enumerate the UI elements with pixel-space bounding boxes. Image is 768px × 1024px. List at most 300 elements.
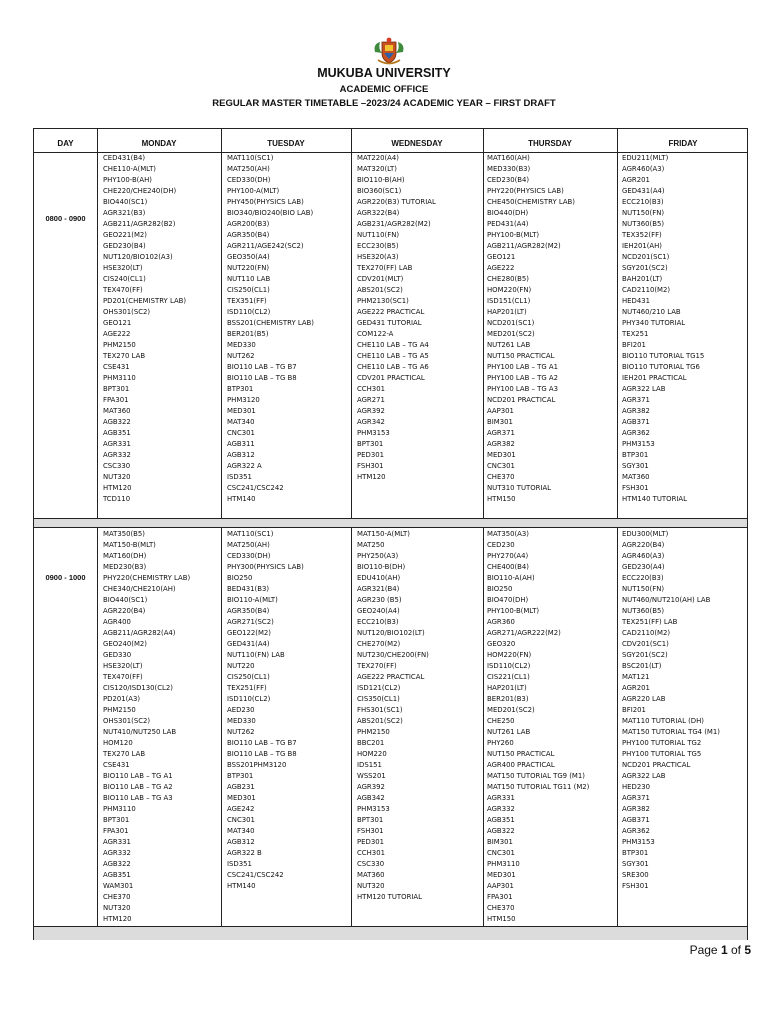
course-entry: SGY301 [622,860,649,868]
course-entry: CHE110 LAB – TG A6 [357,363,429,371]
course-entry: SGY301 [622,462,649,470]
course-entry: CHE110 LAB – TG A4 [357,341,429,349]
course-entry: BER201(B3) [487,695,529,703]
course-entry: ISD121(CL2) [357,684,401,692]
course-entry: AGR460(A3) [622,552,665,560]
course-entry: BFI201 [622,706,646,714]
column-header-day: DAY [57,139,74,148]
course-entry: PHY100 TUTORIAL TG5 [622,750,702,758]
course-entry: CHE220/CHE240(DH) [103,187,177,195]
course-entry: NUT220 [227,662,255,670]
course-entry: HTM120 [357,473,386,481]
course-entry: PHY100 LAB – TG A3 [487,385,558,393]
course-entry: AGR400 PRACTICAL [487,761,555,769]
course-entry: AGB351 [103,871,131,879]
course-entry: MED201(SC2) [487,330,535,338]
course-entry: NUT220(FN) [227,264,270,272]
course-entry: CIS120/ISD130(CL2) [103,684,173,692]
course-entry: AGR392 [357,407,385,415]
course-entry: MED301 [487,451,516,459]
page-middle: of [727,943,745,957]
course-entry: MAT340 [227,418,255,426]
course-entry: AGR211/AGE242(SC2) [227,242,304,250]
course-entry: AED230 [227,706,255,714]
course-entry: FSH301 [622,882,649,890]
course-entry: CED230(B4) [487,176,530,184]
course-entry: HAP201(LT) [487,308,527,316]
course-entry: IDS151 [357,761,382,769]
course-entry: FPA301 [487,893,513,901]
course-entry: HTM140 TUTORIAL [622,495,687,503]
course-entry: AGR382 [487,440,515,448]
course-entry: HAP201(LT) [487,684,527,692]
column-header-monday: MONDAY [141,139,177,148]
course-entry: PHY100-A(MLT) [227,187,280,195]
course-entry: MED301 [487,871,516,879]
row-divider [34,527,747,528]
course-list-wednesday [357,529,429,903]
course-entry: GED230(B4) [103,242,146,250]
course-entry: BIM301 [487,418,513,426]
row-separator-band [34,518,747,527]
course-entry: AGE242 [227,805,255,813]
course-entry: PHY220(CHEMISTRY LAB) [103,574,191,582]
course-list-monday [103,153,186,505]
course-entry: AGR332 [103,451,131,459]
course-entry: AGR331 [487,794,515,802]
course-entry: MAT360 [357,871,385,879]
course-entry: GEO121 [487,253,516,261]
course-entry: BSS201(CHEMISTRY LAB) [227,319,314,327]
course-entry: CHE280(B5) [487,275,529,283]
course-entry: IEH201 PRACTICAL [622,374,687,382]
course-entry: EDU211(MLT) [622,154,669,162]
course-entry: BIM301 [487,838,513,846]
course-entry: PHM2130(SC1) [357,297,409,305]
course-entry: AGR322 LAB [622,385,666,393]
course-entry: BIO110 LAB – TG A3 [103,794,173,802]
column-header-tuesday: TUESDAY [267,139,305,148]
course-entry: FSH301 [357,827,384,835]
course-entry: TCD110 [103,495,131,503]
course-entry: HTM140 [227,495,256,503]
course-entry: MED330 [227,341,256,349]
course-entry: CCH301 [357,385,385,393]
course-entry: ISD110(CL2) [227,308,271,316]
course-entry: MAT110(SC1) [227,530,274,538]
course-entry: TEX470(FF) [103,673,143,681]
course-entry: NUT410/NUT250 LAB [103,728,177,736]
timetable-table [33,128,748,940]
course-entry: FPA301 [103,396,129,404]
course-entry: AGR382 [622,805,650,813]
course-entry: ISD351 [227,860,252,868]
course-entry: NUT150(FN) [622,209,665,217]
course-entry: MAT360 [103,407,131,415]
course-entry: FSH301 [622,484,649,492]
course-entry: HTM120 TUTORIAL [357,893,422,901]
course-entry: AGR322 A [227,462,262,470]
course-entry: AGR371 [622,794,650,802]
course-entry: NUT110(FN) [357,231,400,239]
course-entry: PD201(CHEMISTRY LAB) [103,297,187,305]
course-entry: GEO240(M2) [103,640,147,648]
course-entry: ECC210(B3) [622,198,664,206]
course-entry: BIO110-A(MLT) [227,596,278,604]
course-entry: TEX270(FF) [357,662,397,670]
row-separator-band [34,926,747,940]
university-logo [372,36,406,66]
course-entry: AGR331 [103,440,131,448]
course-entry: IEH201(AH) [622,242,662,250]
course-entry: AGR271/AGR222(M2) [487,629,561,637]
course-entry: PED301 [357,838,384,846]
time-slot-label: 0900 - 1000 [45,573,86,582]
course-entry: WAM301 [103,882,134,890]
course-entry: AGR382 [622,407,650,415]
course-entry: NUT261 LAB [487,341,531,349]
course-entry: BSC201(LT) [622,662,662,670]
course-entry: BIO250 [487,585,513,593]
course-entry: TEX251 [622,330,649,338]
course-entry: MAT150 TUTORIAL TG9 (M1) [487,772,585,780]
course-entry: AGR201 [622,176,650,184]
course-entry: AAP301 [487,882,514,890]
course-entry: MAT350(A3) [487,530,529,538]
course-entry: CHE110 LAB – TG A5 [357,352,429,360]
course-entry: GED330 [103,651,132,659]
course-entry: HED431 [622,297,650,305]
course-entry: AGR322 LAB [622,772,666,780]
course-entry: CSC330 [357,860,385,868]
course-entry: HTM120 [103,915,132,923]
course-entry: BIO110-B(DH) [357,563,406,571]
course-entry: MAT250 [357,541,385,549]
course-entry: ABS201(SC2) [357,286,403,294]
column-divider [483,129,484,939]
course-list-thursday [487,529,589,925]
course-entry: TEX470(FF) [103,286,143,294]
course-entry: CNC301 [487,849,515,857]
course-entry: FSH301 [357,462,384,470]
course-entry: PHY100 LAB – TG A1 [487,363,558,371]
course-entry: AGB312 [227,838,255,846]
course-entry: AGR220(B4) [622,541,665,549]
course-entry: HSE320(LT) [103,662,143,670]
course-entry: HSE320(LT) [103,264,143,272]
course-entry: CDV201 PRACTICAL [357,374,425,382]
course-entry: CDV201(SC1) [622,640,669,648]
course-entry: GED431(A4) [622,187,665,195]
course-entry: MAT110(SC1) [227,154,274,162]
course-entry: AGR271 [357,396,385,404]
course-entry: MAT150 TUTORIAL TG11 (M2) [487,783,590,791]
course-entry: CSC330 [103,462,131,470]
course-entry: AGE222 PRACTICAL [357,673,425,681]
course-entry: PHY100 TUTORIAL TG2 [622,739,702,747]
course-entry: GEO320 [487,640,516,648]
course-entry: MAT110 TUTORIAL (DH) [622,717,704,725]
course-entry: FPA301 [103,827,129,835]
row-divider [34,926,747,927]
course-entry: MED301 [227,407,256,415]
course-entry: AGR200(B3) [227,220,270,228]
course-entry: AAP301 [487,407,514,415]
course-entry: ISD151(CL1) [487,297,531,305]
course-entry: CIS240(CL1) [103,275,146,283]
course-entry: NUT320 [357,882,385,890]
course-entry: GEO122(M2) [227,629,271,637]
course-entry: MAT340 [227,827,255,835]
course-entry: CAD2110(M2) [622,286,671,294]
course-entry: CNC301 [227,429,255,437]
course-entry: AGB231 [227,783,255,791]
course-entry: HTM120 [103,484,132,492]
course-entry: BIO110 LAB – TG B7 [227,739,297,747]
course-entry: PHM3153 [357,429,390,437]
course-entry: PHM2150 [357,728,390,736]
course-entry: AGE222 [487,264,515,272]
course-entry: NCD201(SC1) [487,319,535,327]
column-divider [351,129,352,939]
course-entry: PHM3153 [622,440,655,448]
course-entry: MAT250(AH) [227,165,270,173]
course-entry: ISD110(CL2) [227,695,271,703]
course-entry: AGR220 LAB [622,695,666,703]
course-entry: BIO110 TUTORIAL TG6 [622,363,700,371]
course-entry: MED301 [227,794,256,802]
course-entry: HED230 [622,783,650,791]
course-entry: CHE250 [487,717,515,725]
course-entry: CIS221(CL1) [487,673,530,681]
page-prefix: Page [689,943,721,957]
course-entry: AGE222 PRACTICAL [357,308,425,316]
course-entry: NUT360(B5) [622,607,665,615]
course-entry: PHY100 LAB – TG A2 [487,374,558,382]
course-entry: GEO240(A4) [357,607,400,615]
course-entry: PHY450(PHYSICS LAB) [227,198,304,206]
course-entry: AGR350(B4) [227,607,270,615]
course-entry: HOM220(FN) [487,651,532,659]
course-entry: PHY260 [487,739,514,747]
course-entry: PHM3110 [103,374,136,382]
course-entry: CSE431 [103,761,130,769]
course-entry: TEX351(FF) [227,297,267,305]
course-entry: CHE340/CHE210(AH) [103,585,176,593]
time-slot-label: 0800 - 0900 [45,214,86,223]
course-entry: MAT350(B5) [103,530,145,538]
total-pages: 5 [744,943,751,957]
course-entry: PHM3153 [622,838,655,846]
course-entry: BIO250 [227,574,253,582]
course-entry: MAT160(AH) [487,154,530,162]
course-entry: TEX352(FF) [622,231,662,239]
course-entry: BIO110 LAB – TG B7 [227,363,297,371]
course-entry: PHM2150 [103,341,136,349]
course-entry: EDU300(MLT) [622,530,669,538]
course-entry: CCH301 [357,849,385,857]
course-entry: NUT120/BIO102(LT) [357,629,425,637]
course-entry: AGR342 [357,418,385,426]
course-entry: AGB371 [622,418,650,426]
course-entry: AGB351 [487,816,515,824]
course-entry: NUT360(B5) [622,220,665,228]
course-entry: AGB211/AGR282(B2) [103,220,176,228]
course-list-monday [103,529,190,925]
course-entry: CNC301 [487,462,515,470]
course-entry: AGR201 [622,684,650,692]
course-entry: CHE450(CHEMISTRY LAB) [487,198,575,206]
document-title: REGULAR MASTER TIMETABLE –2023/24 ACADEMIC YEAR – FIRST DRAFT [212,98,556,109]
course-entry: EDU410(AH) [357,574,401,582]
course-entry: NUT310 TUTORIAL [487,484,552,492]
column-header-thursday: THURSDAY [528,139,572,148]
course-entry: PHY100-B(AH) [103,176,152,184]
course-entry: AGB211/AGR282(M2) [487,242,561,250]
course-entry: NUT150 PRACTICAL [487,352,555,360]
course-entry: NUT262 [227,352,255,360]
course-entry: AGR331 [103,838,131,846]
course-entry: BFI201 [622,341,646,349]
course-list-tuesday [227,153,314,505]
course-entry: NUT120/BIO102(A3) [103,253,173,261]
course-entry: MAT250(AH) [227,541,270,549]
course-entry: AGR392 [357,783,385,791]
course-entry: AGR322(B4) [357,209,400,217]
course-entry: NUT320 [103,473,131,481]
course-entry: BER201(B5) [227,330,269,338]
course-entry: BIO110-B(AH) [357,176,405,184]
course-entry: SRE300 [622,871,649,879]
course-entry: PHY100-B(MLT) [487,607,540,615]
course-entry: AGR371 [487,429,515,437]
course-entry: BSS201PHM3120 [227,761,287,769]
course-entry: AGE222 [103,330,131,338]
course-entry: BIO440(DH) [487,209,529,217]
course-entry: AGR350(B4) [227,231,270,239]
course-entry: BIO110 LAB – TG B8 [227,374,297,382]
course-entry: AGB322 [103,418,131,426]
course-entry: AGR220(B3) TUTORIAL [357,198,436,206]
course-entry: AGR400 [103,618,131,626]
course-entry: OHS301(SC2) [103,308,151,316]
course-entry: HOM120 [103,739,133,747]
course-entry: BTP301 [622,849,649,857]
course-entry: CHE370 [487,473,515,481]
current-page: 1 [720,943,728,957]
course-entry: TEX270 LAB [103,352,146,360]
course-entry: NCD201 PRACTICAL [622,761,691,769]
course-entry: BIO360(SC1) [357,187,402,195]
course-entry: PHM3120 [227,396,260,404]
course-entry: PED431(A4) [487,220,529,228]
course-entry: NUT261 LAB [487,728,531,736]
column-divider [97,129,98,939]
course-entry: AGR332 [487,805,515,813]
course-entry: GED230(A4) [622,563,665,571]
course-entry: FHS301(SC1) [357,706,403,714]
course-entry: MAT150-A(MLT) [357,530,410,538]
course-entry: PHY340 TUTORIAL [622,319,686,327]
course-entry: HTM140 [227,882,256,890]
course-entry: PHM3153 [357,805,390,813]
course-entry: NUT460/NUT210(AH) LAB [622,596,711,604]
course-entry: TEX251(FF) LAB [622,618,678,626]
course-entry: AGB322 [487,827,515,835]
column-divider [617,129,618,939]
course-entry: GED431 TUTORIAL [357,319,422,327]
course-entry: MAT121 [622,673,650,681]
course-entry: BPT301 [357,440,384,448]
course-entry: BTP301 [622,451,649,459]
course-entry: BBC201 [357,739,385,747]
course-entry: NUT320 [103,904,131,912]
course-entry: ECC210(B3) [357,618,399,626]
course-list-thursday [487,153,575,505]
course-list-friday [622,529,720,892]
course-entry: AGB351 [103,429,131,437]
course-entry: BTP301 [227,385,254,393]
course-entry: CSE431 [103,363,130,371]
course-entry: AGR371 [622,396,650,404]
course-entry: NUT110(FN) LAB [227,651,285,659]
course-entry: BTP301 [227,772,254,780]
course-entry: AGR362 [622,429,650,437]
office-name: ACADEMIC OFFICE [339,84,429,95]
course-entry: BPT301 [357,816,384,824]
page-number [690,943,751,957]
course-entry: CIS250(CL1) [227,673,270,681]
course-entry: CSC241/CSC242 [227,871,284,879]
course-entry: CIS350(CL1) [357,695,400,703]
course-entry: NUT262 [227,728,255,736]
course-entry: GEO350(A4) [227,253,270,261]
course-entry: PHM3110 [487,860,520,868]
course-entry: BIO340/BIO240(BIO LAB) [227,209,314,217]
course-entry: CNC301 [227,816,255,824]
course-entry: BIO470(DH) [487,596,529,604]
course-entry: HSE320(A3) [357,253,399,261]
course-entry: MAT320(LT) [357,165,397,173]
course-entry: MED330 [227,717,256,725]
course-entry: BIO110 TUTORIAL TG15 [622,352,705,360]
course-entry: SGY201(SC2) [622,651,668,659]
course-entry: AGR362 [622,827,650,835]
course-entry: BIO440(SC1) [103,596,148,604]
row-divider [34,518,747,519]
course-entry: TEX270 LAB [103,750,146,758]
column-header-friday: FRIDAY [668,139,698,148]
course-entry: CED230 [487,541,515,549]
course-entry: BPT301 [103,385,130,393]
course-entry: ISD110(CL2) [487,662,531,670]
course-entry: TEX270(FF) LAB [357,264,413,272]
course-entry: AGR460(A3) [622,165,665,173]
course-entry: TEX251(FF) [227,684,267,692]
course-entry: ECC220(B3) [622,574,664,582]
course-entry: PD201(A3) [103,695,141,703]
course-entry: MAT150 TUTORIAL TG4 (M1) [622,728,720,736]
course-entry: NCD201 PRACTICAL [487,396,556,404]
course-entry: CHE110-A(MLT) [103,165,156,173]
course-entry: ISD351 [227,473,252,481]
course-entry: AGB322 [103,860,131,868]
course-entry: OHS301(SC2) [103,717,151,725]
course-entry: MAT360 [622,473,650,481]
course-entry: CHE370 [487,904,515,912]
course-entry: PHM3110 [103,805,136,813]
course-entry: CHE370 [103,893,131,901]
